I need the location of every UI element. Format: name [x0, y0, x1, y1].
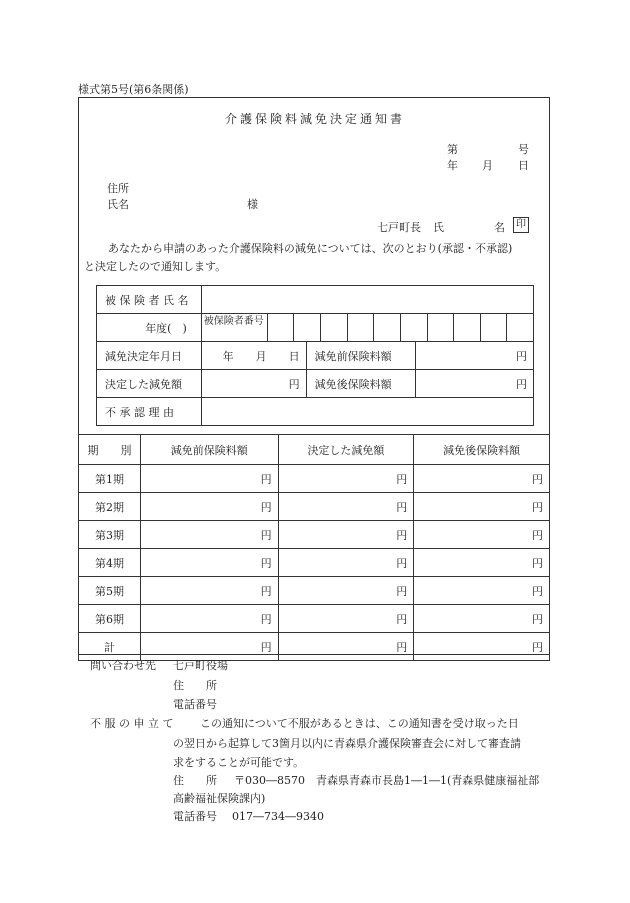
amount-cell[interactable]: 円 [278, 493, 414, 521]
digit-box[interactable] [401, 314, 428, 341]
digit-box[interactable] [268, 314, 295, 341]
seal-stamp [513, 217, 529, 233]
before-amount-field[interactable]: 円 [416, 342, 534, 370]
amount-cell[interactable]: 円 [414, 577, 550, 605]
body-line-2: と決定したので通知します。 [84, 260, 227, 273]
table-row [79, 605, 550, 633]
period-label: 第6期 [79, 605, 141, 633]
contact-address-label: 住 所 [173, 679, 217, 692]
period-header: 減免後保険料額 [414, 435, 550, 465]
period-table [78, 434, 550, 661]
insured-number-label: 被保険者番号 [202, 314, 268, 341]
period-header: 減免前保険料額 [140, 435, 278, 465]
reject-reason-label: 不 承 認 理 由 [97, 398, 202, 426]
recipient-sama: 様 [247, 198, 258, 211]
amount-cell[interactable]: 円 [278, 577, 414, 605]
table-row [79, 521, 550, 549]
after-amount-field[interactable]: 円 [416, 370, 534, 398]
appeal-line-2: の翌日から起算して3箇月以内に青森県介護保険審査会に対して審査請 [173, 737, 521, 750]
period-header: 決定した減免額 [278, 435, 414, 465]
appeal-line-1: この通知について不服があるときは、この通知書を受け取った日 [200, 717, 519, 730]
insured-name-field[interactable] [201, 286, 533, 314]
period-label: 第3期 [79, 521, 141, 549]
amount-cell[interactable]: 円 [140, 493, 278, 521]
amount-cell[interactable]: 円 [414, 549, 550, 577]
number-dai: 第 [447, 143, 458, 156]
table-row [79, 493, 550, 521]
body-line-1: あなたから申請のあった介護保険料の減免については、次のとおり(承認・不承認) [108, 242, 513, 255]
after-amount-label: 減免後保険料額 [306, 370, 416, 398]
seal-stamp-mark: 印 [513, 217, 529, 233]
insured-number-cell [201, 314, 533, 342]
amount-cell[interactable]: 円 [140, 521, 278, 549]
recipient-name-label: 氏名 [107, 198, 129, 211]
appeal-address: 〒030―8570 青森県青森市長島1―1―1(青森県健康福祉部 [234, 774, 540, 787]
date-year: 年 [447, 159, 458, 172]
sender-shi: 氏 [433, 221, 444, 234]
contact-office: 七戸町役場 [173, 659, 228, 672]
amount-cell[interactable]: 円 [414, 465, 550, 493]
fiscal-year-label: 年度( ) [97, 314, 202, 342]
date-month: 月 [482, 159, 493, 172]
before-amount-label: 減免前保険料額 [306, 342, 416, 370]
contact-phone-label: 電話番号 [173, 698, 217, 711]
decided-amount-label: 決定した減免額 [97, 370, 202, 398]
amount-cell[interactable]: 円 [414, 521, 550, 549]
amount-cell[interactable]: 円 [414, 605, 550, 633]
amount-cell[interactable]: 円 [278, 549, 414, 577]
digit-box[interactable] [507, 314, 533, 341]
amount-cell[interactable]: 円 [140, 465, 278, 493]
amount-cell[interactable]: 円 [140, 633, 278, 661]
amount-cell[interactable]: 円 [414, 633, 550, 661]
contact-label: 問い合わせ先 [90, 659, 156, 672]
appeal-phone: 017―734―9340 [232, 810, 324, 823]
table-row [79, 465, 550, 493]
amount-cell[interactable]: 円 [140, 577, 278, 605]
sender-mei: 名 [494, 221, 505, 234]
amount-cell[interactable]: 円 [278, 633, 414, 661]
digit-box[interactable] [294, 314, 321, 341]
digit-box[interactable] [428, 314, 455, 341]
document-title: 介護保険料減免決定通知書 [224, 112, 405, 126]
sender-office: 七戸町長 [377, 221, 421, 234]
digit-box[interactable] [374, 314, 401, 341]
period-label: 第1期 [79, 465, 141, 493]
recipient-address-label: 住所 [107, 182, 129, 195]
appeal-address-2: 高齢福祉保険課内) [173, 792, 266, 805]
appeal-line-3: 求をすることが可能です。 [173, 756, 305, 769]
form-number: 様式第5号(第6条関係) [78, 83, 189, 96]
table-row [79, 549, 550, 577]
period-label: 第4期 [79, 549, 141, 577]
insured-name-label: 被 保 険 者 氏 名 [97, 286, 202, 314]
period-label: 第5期 [79, 577, 141, 605]
reject-reason-field[interactable] [201, 398, 533, 426]
digit-box[interactable] [454, 314, 481, 341]
amount-cell[interactable]: 円 [414, 493, 550, 521]
digit-box[interactable] [321, 314, 348, 341]
info-table [96, 285, 534, 426]
amount-cell[interactable]: 円 [278, 605, 414, 633]
decided-amount-field[interactable]: 円 [201, 370, 306, 398]
table-row [79, 577, 550, 605]
decision-date-field[interactable]: 年 月 日 [201, 342, 306, 370]
date-day: 日 [518, 159, 529, 172]
amount-cell[interactable]: 円 [140, 605, 278, 633]
digit-box[interactable] [348, 314, 375, 341]
period-header-row [79, 435, 550, 465]
amount-cell[interactable]: 円 [278, 521, 414, 549]
appeal-address-label: 住 所 [173, 774, 217, 787]
appeal-phone-label: 電話番号 [173, 810, 217, 823]
amount-cell[interactable]: 円 [278, 465, 414, 493]
period-label: 計 [79, 633, 141, 661]
number-go: 号 [518, 143, 529, 156]
amount-cell[interactable]: 円 [140, 549, 278, 577]
period-label: 第2期 [79, 493, 141, 521]
decision-date-label: 減免決定年月日 [97, 342, 202, 370]
body-text [84, 240, 542, 276]
digit-box[interactable] [481, 314, 508, 341]
period-header: 期 別 [79, 435, 141, 465]
appeal-label: 不 服 の 申 立 て [90, 717, 174, 730]
